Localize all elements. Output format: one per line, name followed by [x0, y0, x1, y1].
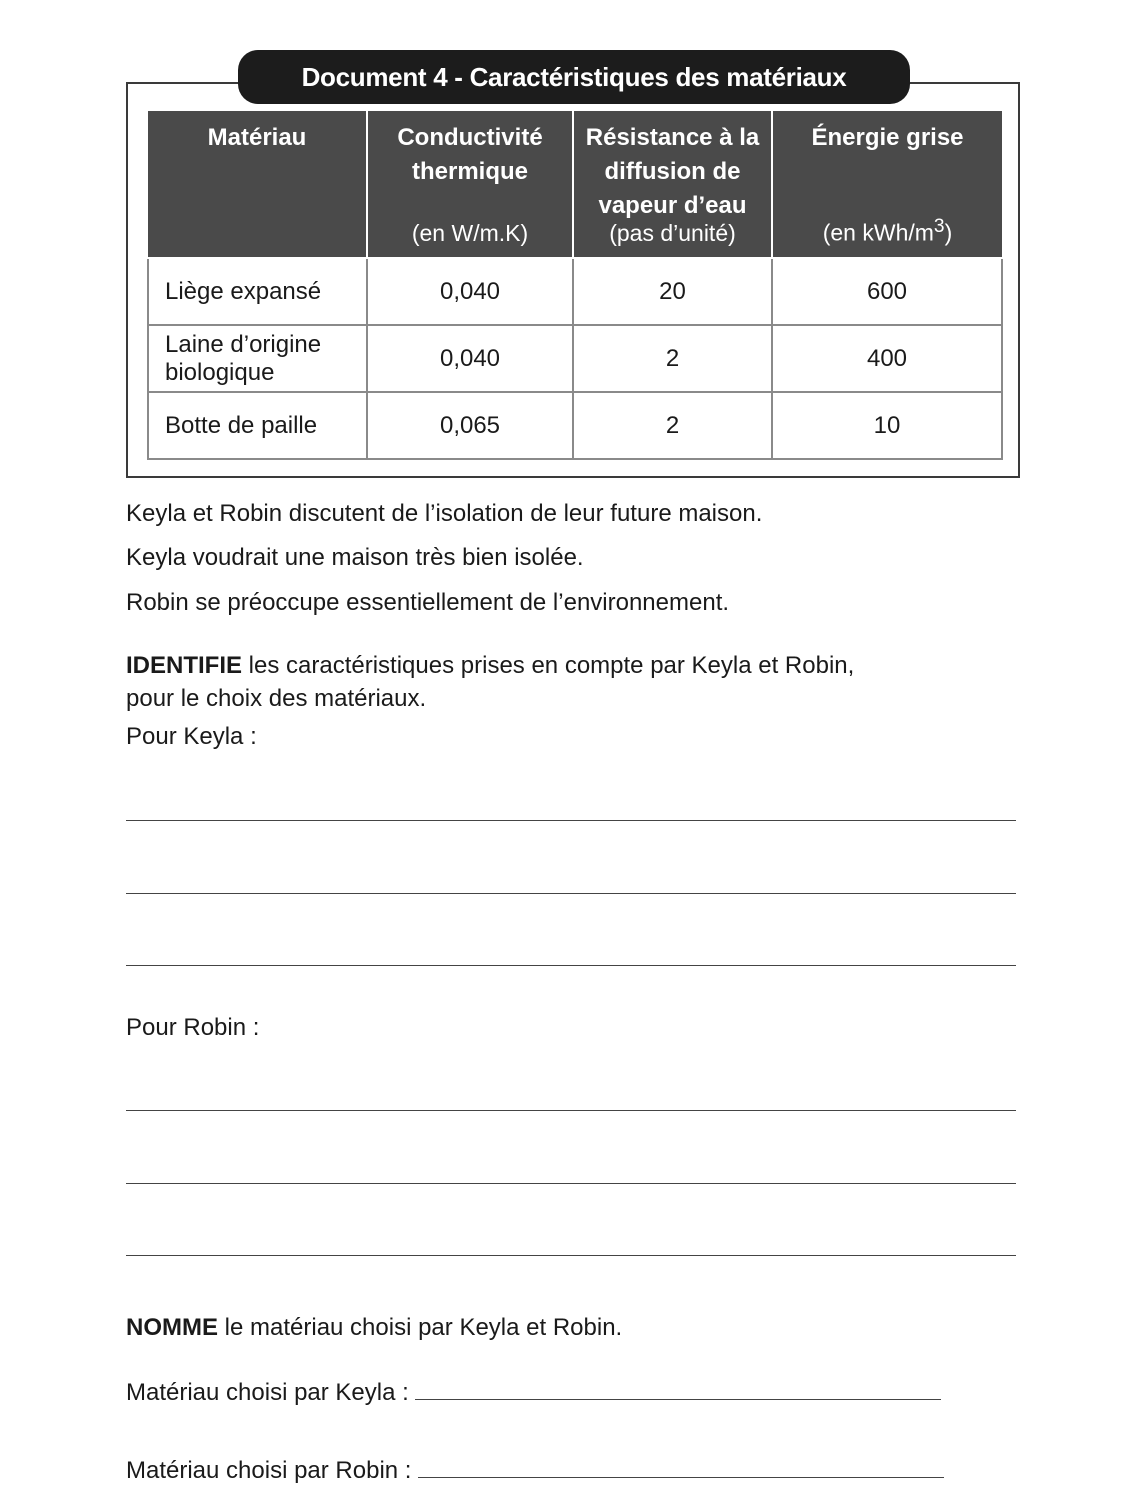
header-resistance: Résistance à la diffusion de vapeur d’eau (pas d’unité) — [573, 111, 772, 258]
table-row — [148, 325, 1002, 392]
cell-energy: 10 — [772, 392, 1002, 459]
cell-material: Botte de paille — [148, 392, 367, 459]
intro-line: Keyla voudrait une maison très bien isolée. — [126, 544, 584, 571]
header-energy-unit: (en kWh/$m^3$) — [822, 216, 953, 246]
cell-material: Laine d’origine biologique — [148, 325, 367, 392]
document-title: Document 4 - Caractéristiques des matériaux — [238, 50, 910, 104]
cell-energy: 400 — [772, 325, 1002, 392]
header-energy: Énergie grise (en kWh/$m^3$) — [772, 111, 1002, 258]
cell-conductivity: 0,040 — [367, 325, 573, 392]
cell-energy: 600 — [772, 258, 1002, 325]
header-conductivity-unit: (en W/m.K) — [411, 220, 529, 246]
answer-line-keyla-1[interactable] — [126, 820, 1016, 821]
label-pour-keyla: Pour Keyla : — [126, 723, 257, 750]
answer-line-robin-3[interactable] — [126, 1255, 1016, 1256]
cell-conductivity: 0,065 — [367, 392, 573, 459]
answer-line-keyla-3[interactable] — [126, 965, 1016, 966]
table-row — [148, 392, 1002, 459]
cell-resistance: 2 — [573, 392, 772, 459]
table-header-row — [148, 111, 1002, 258]
table-row — [148, 258, 1002, 325]
robin-material-field[interactable] — [418, 1455, 944, 1478]
question2-line: NOMME le matériau choisi par Keyla et Robin. — [126, 1314, 623, 1341]
cell-resistance: 20 — [573, 258, 772, 325]
question1-line1: IDENTIFIE les caractéristiques prises en compte par Keyla et Robin, — [126, 652, 855, 679]
materials-table — [147, 111, 1003, 460]
header-conductivity: Conductivité thermique (en W/m.K) — [367, 111, 573, 258]
intro-line: Robin se préoccupe essentiellement de l’environnement. — [126, 589, 730, 616]
keyla-material-answer — [126, 1377, 941, 1409]
header-resistance-unit: (pas d’unité) — [609, 220, 736, 246]
question1-keyword: IDENTIFIE — [126, 652, 243, 679]
answer-line-robin-1[interactable] — [126, 1110, 1016, 1111]
answer-line-keyla-2[interactable] — [126, 893, 1016, 894]
question1-line2: pour le choix des matériaux. — [126, 685, 427, 712]
answer-line-robin-2[interactable] — [126, 1183, 1016, 1184]
label-pour-robin: Pour Robin : — [126, 1014, 260, 1041]
cell-resistance: 2 — [573, 325, 772, 392]
robin-material-label: Matériau choisi par Robin : — [126, 1457, 419, 1484]
header-material: Matériau — [148, 111, 367, 258]
robin-material-answer — [126, 1455, 944, 1487]
intro-line: Keyla et Robin discutent de l’isolation de leur future maison. — [126, 500, 763, 527]
cell-conductivity: 0,040 — [367, 258, 573, 325]
keyla-material-label: Matériau choisi par Keyla : — [126, 1379, 416, 1406]
cell-material: Liège expansé — [148, 258, 367, 325]
question2-keyword: NOMME — [126, 1314, 218, 1341]
keyla-material-field[interactable] — [415, 1377, 941, 1400]
